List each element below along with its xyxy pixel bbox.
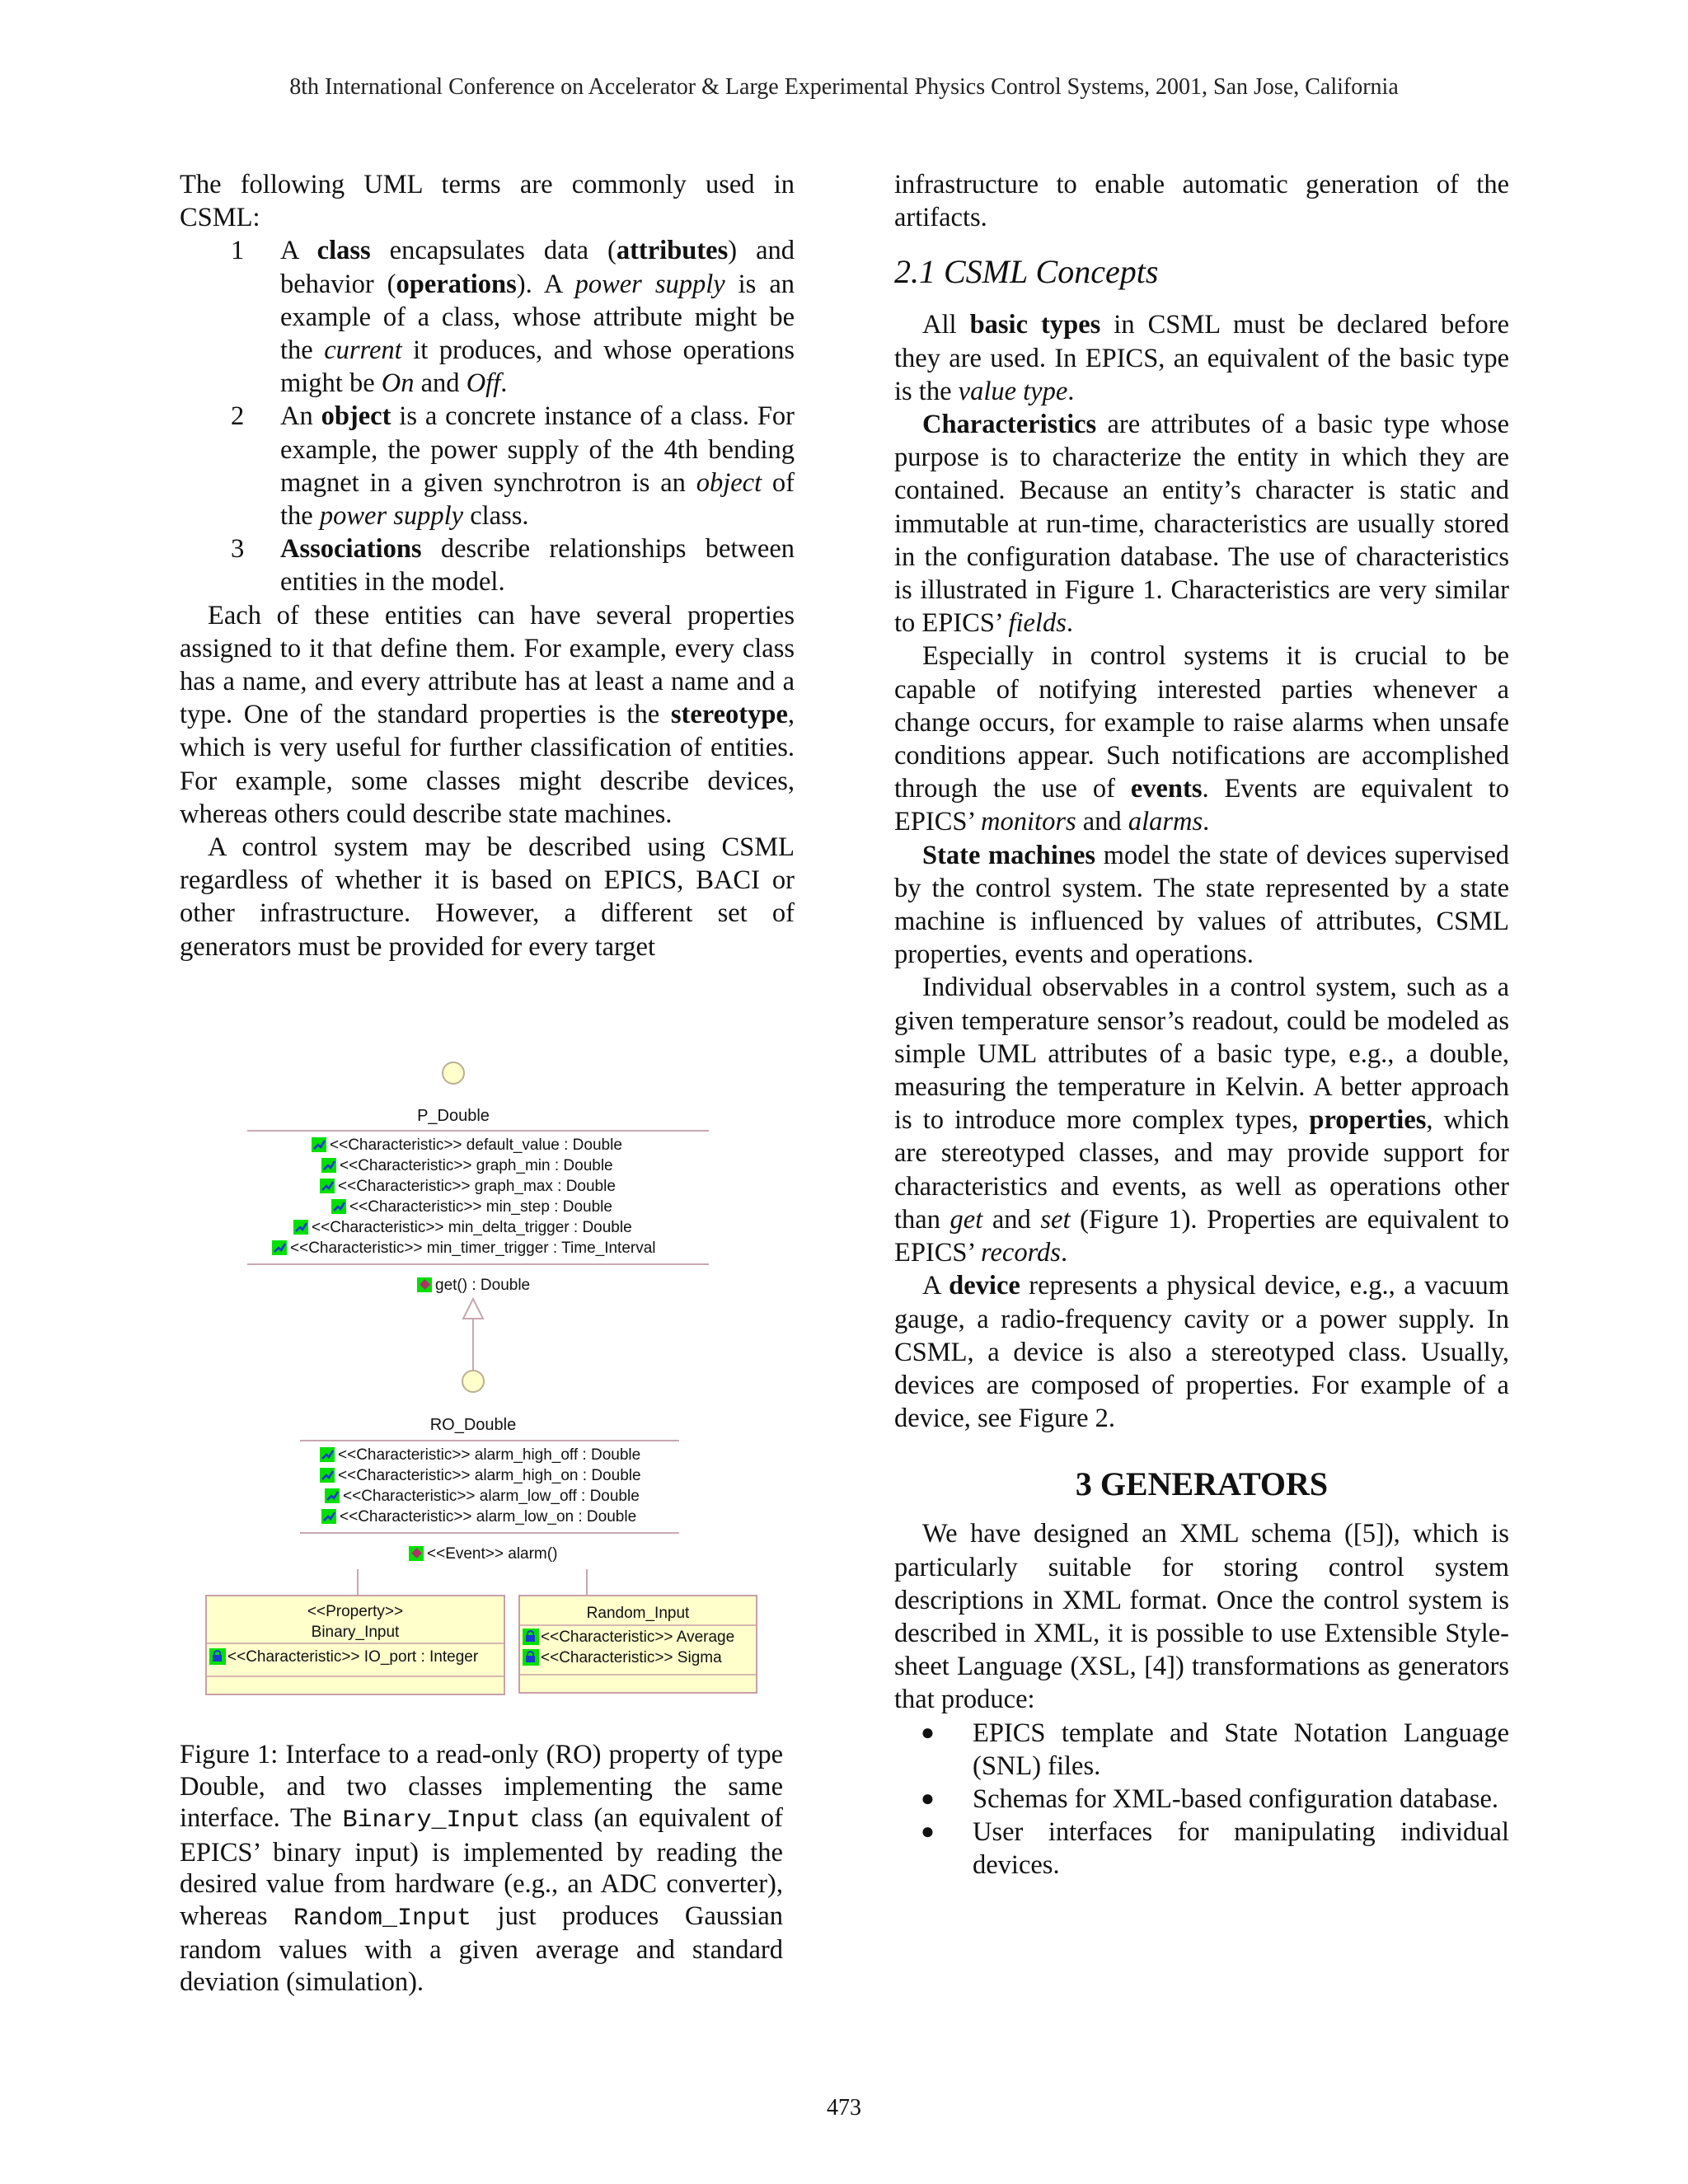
figure-1-caption: Figure 1: Interface to a read-only (RO) property of type Double, and two classes implementing the same interface. The Binary_Input class (an equivalent of EPICS’ binary input) is implemented by reading the desired value from hardware (e.g., an ADC converter), whereas Random_Input just produces Gaussian random values with a given average and standard deviation (simulation). (180, 1740, 783, 1997)
p-double-name: P_Double (417, 1107, 490, 1125)
device-paragraph: A device represents a physical device, e.g., a vacuum gauge, a radio-frequency cavity or a power supply. In CSML, a device is also a stereotyped class. Usually, devices are composed of properties. For example of a device, see Figure 2. (894, 1271, 1509, 1434)
characteristics-paragraph: Characteristics are attributes of a basic type whose purpose is to characterize the entity in which they are contained. Because an entity’s character is static and immutable at run-time, characteristics are usually stored in the configuration database. The use of characteristics is illustrated in Figure 1. Characteristics are very similar to EPICS’ fields. (894, 410, 1509, 639)
binary-input-class (206, 1596, 504, 1694)
properties-paragraph: Each of these entities can have several properties assigned to it that define them. For example, every class has a name, and every attribute has at least a name and a type. One of the standard properties is the stereotype, which is very useful for further classification of entities. For example, some classes might describe devices, whereas others could describe state machines. (180, 600, 795, 829)
svg-text:get() : Double: get() : Double (435, 1277, 531, 1294)
p-double-operations (417, 1277, 530, 1294)
svg-text:<<Characteristic>> graph_min :: <<Characteristic>> graph_min : Double (340, 1157, 613, 1174)
svg-text:<<Characteristic>> alarm_high_: <<Characteristic>> alarm_high_off : Double (338, 1446, 641, 1464)
list-item: 3 Associations describe relationships between entities in the model. (231, 534, 795, 598)
binary-input-stereotype: <<Property>> (307, 1603, 404, 1620)
list-item: ● Schemas for XML-based configuration database. (894, 1783, 1509, 1816)
svg-text:<<Characteristic>> Average: <<Characteristic>> Average (541, 1629, 735, 1646)
p-double-interface-circle (443, 1062, 464, 1084)
p-double-attributes (272, 1137, 656, 1257)
svg-text:<<Event>> alarm(): <<Event>> alarm() (427, 1545, 558, 1563)
list-item: 1 A class encapsulates data (attributes) and behavior (operations). A power supply is an example of a class, whose attribute might be the current it produces, and whose operations might be On and Off. (231, 236, 795, 399)
xml-schema-paragraph: We have designed an XML schema ([5]), which is particularly suitable for storing control system descriptions in XML format. Once the control system is described in XML, it is possible to use Extensible Style-sheet Language (XSL, [4]) transformations as generators that produce: (894, 1519, 1509, 1715)
ro-double-interface-circle (462, 1371, 484, 1392)
svg-text:<<Characteristic>> Sigma: <<Characteristic>> Sigma (541, 1649, 722, 1666)
state-machines-paragraph: State machines model the state of devices supervised by the control system. The state represented by a state machine is influenced by values of attributes, CSML properties, events and operations. (894, 840, 1509, 970)
infrastructure-paragraph: infrastructure to enable automatic generation of the artifacts. (894, 170, 1509, 233)
left-column (180, 168, 795, 963)
ro-double-attributes (320, 1446, 641, 1526)
basic-types-paragraph: All basic types in CSML must be declared before they are used. In EPICS, an equivalent of the basic type is the value type. (894, 310, 1509, 406)
random-input-name: Random_Input (586, 1605, 690, 1622)
running-header: 8th International Conference on Accelerator & Large Experimental Physics Control Systems, 2001, San Jose, California (289, 74, 1399, 100)
ro-double-operations (409, 1545, 557, 1563)
bullet-icon: ● (921, 1719, 935, 1746)
right-column (894, 168, 1509, 1882)
svg-text:<<Characteristic>> alarm_low_o: <<Characteristic>> alarm_low_off : Double (343, 1488, 640, 1505)
svg-text:<<Characteristic>> alarm_high_: <<Characteristic>> alarm_high_on : Double (338, 1467, 641, 1484)
binary-input-name: Binary_Input (311, 1624, 400, 1641)
list-item: 2 An object is a concrete instance of a class. For example, the power supply of the 4th bending magnet in a given synchrotron is an object of the power supply class. (231, 401, 795, 532)
random-input-class (519, 1596, 757, 1693)
bullet-icon: ● (921, 1819, 935, 1845)
figure-1-uml-diagram (191, 1045, 785, 1704)
svg-text:<<Characteristic>> IO_port : I: <<Characteristic>> IO_port : Integer (227, 1648, 479, 1666)
ro-double-name: RO_Double (429, 1416, 517, 1434)
svg-text:<<Characteristic>> min_timer_t: <<Characteristic>> min_timer_trigger : Time_Interval (290, 1240, 656, 1257)
page-number: 473 (827, 2095, 861, 2121)
bullet-icon: ● (921, 1785, 935, 1811)
uml-terms-list (180, 234, 795, 598)
intro-paragraph: The following UML terms are commonly used in CSML: (180, 170, 795, 233)
svg-text:<<Characteristic>> min_step :: <<Characteristic>> min_step : Double (349, 1198, 612, 1216)
section-title-generators: 3 GENERATORS (1075, 1465, 1329, 1503)
generators-list (894, 1717, 1509, 1882)
control-system-paragraph: A control system may be described using CSML regardless of whether it is based on EPICS, BACI or other infrastructure. However, a different set of generators must be provided for every target (180, 832, 795, 962)
svg-text:<<Characteristic>> min_delta_t: <<Characteristic>> min_delta_trigger : Double (312, 1219, 632, 1236)
svg-text:<<Characteristic>> graph_max :: <<Characteristic>> graph_max : Double (338, 1178, 616, 1195)
list-item: ● User interfaces for manipulating individual devices. (921, 1817, 1509, 1881)
svg-text:<<Characteristic>> default_val: <<Characteristic>> default_value : Double (330, 1137, 622, 1154)
svg-text:<<Characteristic>> alarm_low_o: <<Characteristic>> alarm_low_on : Double (340, 1508, 637, 1526)
events-paragraph: Especially in control systems it is crucial to be capable of notifying interested parties whenever a change occurs, for example to raise alarms when unsafe conditions appear. Such notifications are accomplished through the use of events. Events are equivalent to EPICS’ monitors and alarms. (894, 641, 1509, 837)
list-item: ● EPICS template and State Notation Language (SNL) files. (921, 1718, 1509, 1781)
section-title-csml-concepts: 2.1 CSML Concepts (894, 253, 1159, 291)
observables-paragraph: Individual observables in a control system, such as a given temperature sensor’s readout, could be modeled as simple UML attributes of a basic type, e.g., a double, measuring the temperature in Kelvin. A better approach is to introduce more complex types, properties, which are stereotyped classes, and may provide support for characteristics and events, as well as operations other than get and set (Figure 1). Properties are equivalent to EPICS’ records. (894, 972, 1509, 1268)
